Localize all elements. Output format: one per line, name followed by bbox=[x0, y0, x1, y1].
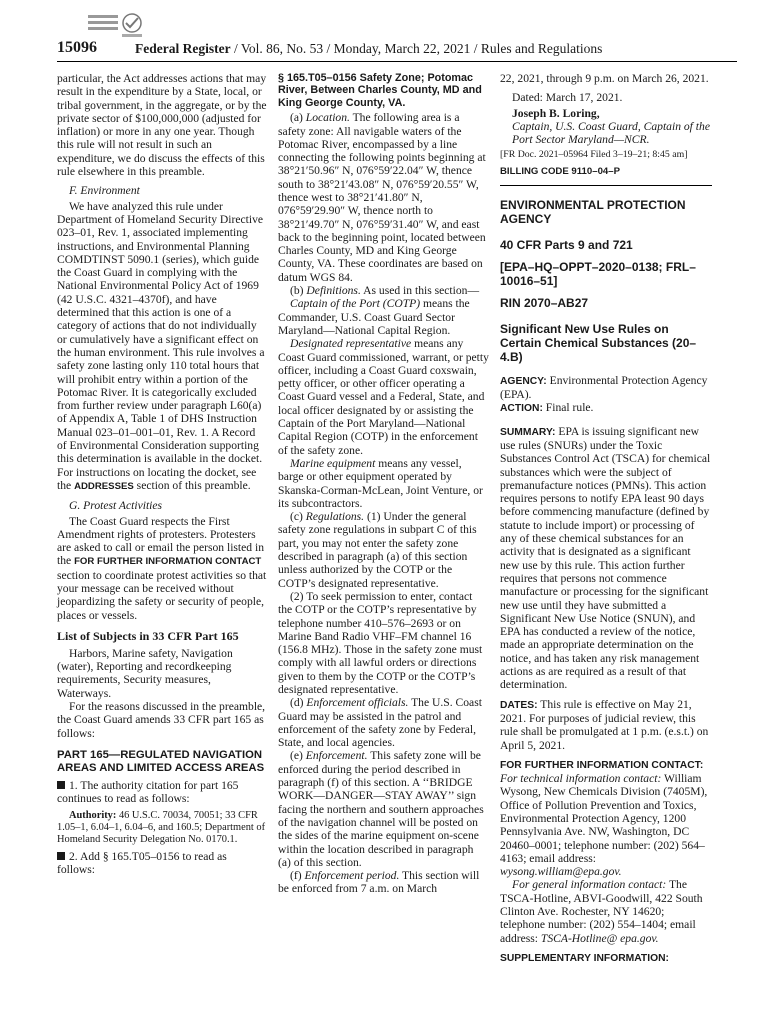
amendment-item: 2. Add § 165.T05–0156 to read as follows: bbox=[57, 849, 227, 876]
docket-number: [EPA–HQ–OPPT–2020–0138; FRL–10016–51] bbox=[500, 259, 696, 288]
paragraph: (e) Enforcement. This safety zone will be enforced during the period described in paragraph (f) of this section. A ‘‘BRIDGE WORK—DANGER—STAY AWAY’’ sign facing the northern and southern approaches of the navigation channel will be posted on the sides of the marine equipment on-scene within the location described in paragraph (a) of this section. bbox=[278, 749, 484, 869]
paragraph: The Coast Guard respects the First Amendment rights of protesters. Protesters are asked to call or email the person listed in the FOR FURTHER INFORMATION CONTACT section to coordinate protest activities so that your message can be received without jeopardizing the safety or security of people, places or vessels. bbox=[57, 514, 267, 622]
column-3 bbox=[500, 72, 712, 965]
paragraph: (f) Enforcement period. This section will be enforced from 7 a.m. on March bbox=[278, 869, 480, 896]
dates: DATES: This rule is effective on May 21, 2021. For purposes of judicial review, this rule shall be promulgated at 1 p.m. (e.s.t.) on April 5, 2021. bbox=[500, 697, 709, 752]
bullet-square-icon bbox=[57, 781, 65, 789]
paragraph: (b) Definitions. As used in this section— bbox=[290, 284, 480, 298]
page-header bbox=[57, 39, 737, 62]
summary: SUMMARY: EPA is issuing significant new use rules (SNURs) under the Toxic Substances Control Act (TSCA) for chemical substances which were the subject of premanufacture notices (PMNs). This action requires persons to notify EPA least 90 days before commencing manufacture (defined by statute to include import) or processing of any of these chemical substances for an activity that is designated as a significant new use by this rule. This action further requires that persons not commence manufacture or processing for the significant new use until they have submitted a Significant New Use Notice (SNUN), and EPA has conducted a review of the notice, made an appropriate determination on the notice, and has taken any risk management actions as are required as a result of that determination. bbox=[500, 424, 711, 692]
list-of-subjects-heading: List of Subjects in 33 CFR Part 165 bbox=[57, 628, 239, 643]
page-number: 15096 bbox=[57, 39, 97, 56]
part-heading: PART 165—REGULATED NAVIGATION AREAS AND LIMITED ACCESS AREAS bbox=[57, 748, 265, 774]
subsection-heading: F. Environment bbox=[69, 184, 140, 198]
paragraph: (d) Enforcement officials. The U.S. Coast Guard may be assisted in the patrol and enforcement of the safety zone by Federal, State, and local agencies. bbox=[278, 696, 482, 750]
further-information-contact: FOR FURTHER INFORMATION CONTACT: For technical information contact: William Wysong, New Chemicals Division (7405M), Office of Pollution Prevention and Toxics, Environmental Protection Agency, 1200 Pennsylvania Ave. NW, Washington, DC 20460–0001; telephone number: (202) 564–4163; email address: wysong.william@epa.gov. bbox=[500, 759, 708, 879]
paragraph: Harbors, Marine safety, Navigation (water), Reporting and recordkeeping requirements, Security measures, Waterways. bbox=[57, 646, 233, 700]
dated-line: Dated: March 17, 2021. bbox=[512, 91, 623, 105]
rin-number: RIN 2070–AB27 bbox=[500, 295, 589, 310]
section-heading: § 165.T05–0156 Safety Zone; Potomac River, Between Charles County, MD and King George County, VA. bbox=[278, 72, 482, 109]
agency-heading: ENVIRONMENTAL PROTECTION AGENCY bbox=[500, 197, 686, 226]
paragraph: (c) Regulations. (1) Under the general safety zone regulations in subpart C of this part, you may not enter the safety zone described in paragraph (a) of this section unless authorized by the COTP or the COTP’s designated representative. bbox=[278, 510, 477, 590]
rule-title: Significant New Use Rules on Certain Chemical Substances (20–4.B) bbox=[500, 321, 697, 364]
fr-doc-line: [FR Doc. 2021–05964 Filed 3–19–21; 8:45 am] bbox=[500, 149, 688, 161]
paragraph: We have analyzed this rule under Department of Homeland Security Directive 023–01, Rev. 1, associated implementing instructions, and Environmental Planning COMDTINST 5090.1 (series), which guide the Coast Guard in complying with the National Environmental Policy Act of 1969 (42 U.S.C. 4321–4370f), and have determined that this action is one of a category of actions that do not individually or cumulatively have a significant effect on the human environment. This rule involves a safety zone lasting only 110 total hours that will prohibit entry within a portion of the Potomac River. It is categorically excluded from further review under paragraph L60(a) of Appendix A, Table 1 of DHS Instruction Manual 023–01–001–01, Rev. 1. A Record of Environmental Consideration supporting this determination is available in the docket. For instructions on locating the docket, see the ADDRESSES section of this preamble. bbox=[57, 199, 265, 492]
agency-line: AGENCY: Environmental Protection Agency (EPA). bbox=[500, 373, 708, 402]
signer-name: Joseph B. Loring, bbox=[512, 106, 600, 120]
definition: Designated representative means any Coast Guard commissioned, warrant, or petty officer, including a Coast Guard coxswain, petty officer, or other officer operating a Coast Guard vessel and a Federal, State, and local officer designated by or assisting the Captain of the Port Maryland—National Capital Region (COTP) in the enforcement of the safety zone. bbox=[278, 337, 489, 457]
signer-title: Captain, U.S. Coast Guard, Captain of the Port Sector Maryland—NCR. bbox=[512, 119, 710, 147]
bullet-square-icon bbox=[57, 852, 65, 860]
paragraph: (a) Location. The following area is a safety zone: All navigable waters of the Potomac River, encompassed by a line connecting the following points beginning at 38°21′50.96″ N, 076°59′22.04″ W, thence south to 38°21′43.08″ N, 076°59′20.55″ W, thence west to 38°21′41.80″ N, 076°59′29.90″ W, thence north to 38°21′49.70″ N, 076°59′31.40″ W, and east back to the beginning point, located between Charles County, MD and King George County, VA. These coordinates are based on datum WGS 84. bbox=[278, 111, 486, 284]
paragraph: 22, 2021, through 9 p.m. on March 26, 2021. bbox=[500, 72, 709, 85]
column-2 bbox=[278, 72, 489, 896]
header-citation: Federal Register / Vol. 86, No. 53 / Monday, March 22, 2021 / Rules and Regulations bbox=[135, 41, 603, 56]
paragraph: (2) To seek permission to enter, contact the COTP or the COTP’s representative by telephone number 410–576–2693 or on Marine Band Radio VHF–FM channel 16 (156.8 MHz). Those in the safety zone must comply with all lawful orders or directions given to them by the COTP or the COTP’s designated representative. bbox=[278, 589, 483, 696]
gpo-authenticated-seal-icon bbox=[88, 12, 146, 40]
amendment-item: 1. The authority citation for part 165 continues to read as follows: bbox=[57, 778, 239, 806]
action-line: ACTION: Final rule. bbox=[500, 401, 594, 415]
subsection-heading: G. Protest Activities bbox=[69, 499, 163, 513]
paragraph: For the reasons discussed in the preamble, the Coast Guard amends 33 CFR part 165 as follows: bbox=[57, 700, 266, 740]
general-contact: For general information contact: The TSCA-Hotline, ABVI-Goodwill, 422 South Clinton Ave. Rochester, NY 14620; telephone number: (202) 554–1404; email address: TSCA-Hotline@ epa.gov. bbox=[500, 878, 703, 945]
definition: Captain of the Port (COTP) means the Commander, U.S. Coast Guard Sector Maryland—National Capital Region. bbox=[278, 297, 470, 337]
divider bbox=[500, 185, 712, 186]
authority-citation: Authority: 46 U.S.C. 70034, 70051; 33 CFR 1.05–1, 6.04–1, 6.04–6, and 160.5; Department of Homeland Security Delegation No. 0170.1. bbox=[57, 809, 266, 845]
supplementary-information-heading: SUPPLEMENTARY INFORMATION: bbox=[500, 952, 669, 964]
billing-code: BILLING CODE 9110–04–P bbox=[500, 166, 620, 178]
column-1 bbox=[57, 72, 267, 876]
cfr-parts: 40 CFR Parts 9 and 721 bbox=[500, 237, 633, 252]
definition: Marine equipment means any vessel, barge or other equipment operated by Skanska-Corman-McLean, Joint Venture, or its subcontractors. bbox=[278, 456, 483, 510]
paragraph: particular, the Act addresses actions that may result in the expenditure by a State, local, or tribal government, in the aggregate, or by the private sector of $100,000,000 (adjusted for inflation) or more in any one year. Though this rule will not result in such an expenditure, we do discuss the effects of this rule elsewhere in this preamble. bbox=[57, 72, 267, 179]
